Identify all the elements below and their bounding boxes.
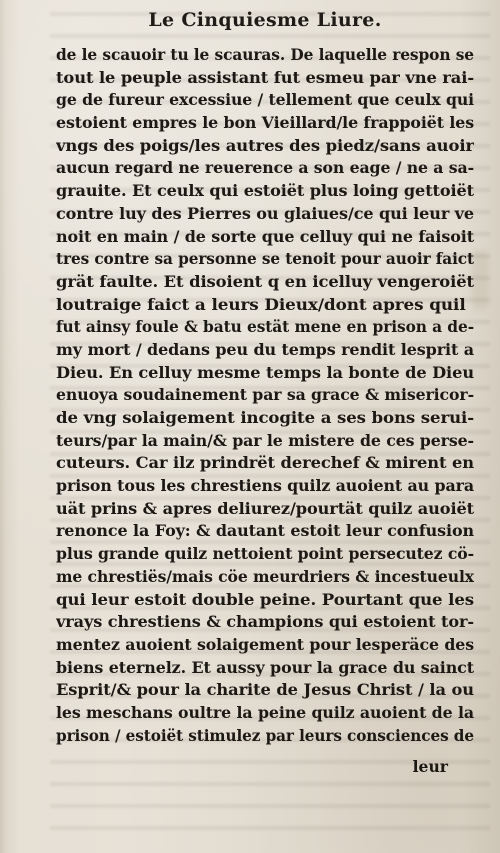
- text-line: enuoya soudainement par sa grace & misericor-: [56, 385, 474, 405]
- text-line: les meschans oultre la peine quilz auoient de la: [56, 702, 474, 722]
- text-line: vngs des poigs/les autres des piedz/sans auoir: [56, 135, 474, 155]
- text-line: prison tous les chrestiens quilz auoient au para: [56, 476, 474, 496]
- text-line: Dieu. En celluy mesme temps la bonte de Dieu: [56, 362, 474, 382]
- text-line: estoient empres le bon Vieillard/le frappoiët les: [56, 113, 474, 133]
- text-line: grät faulte. Et disoient q en icelluy vengeroiët: [56, 271, 474, 291]
- text-block: [56, 44, 474, 747]
- text-line: de le scauoir tu le scauras. De laquelle respon se: [56, 45, 474, 64]
- paper-stain: [472, 250, 488, 310]
- text-line: renonce la Foy: & dautant estoit leur confusion: [56, 521, 474, 541]
- text-line: tout le peuple assistant fut esmeu par vne rai-: [56, 67, 474, 87]
- text-line: fut ainsy foule & batu estät mene en prison a de-: [56, 317, 474, 337]
- text-line: tres contre sa personne se tenoit pour auoir faict: [56, 249, 474, 269]
- text-line: de vng solaigement incogite a ses bons serui-: [56, 408, 474, 427]
- text-line: loutraige faict a leurs Dieux/dont apres quil: [56, 294, 466, 314]
- text-line: mentez auoient solaigement pour lesperäce des: [56, 634, 474, 654]
- text-line: grauite. Et ceulx qui estoiët plus loing gettoiët: [56, 181, 474, 201]
- text-line: aucun regard ne reuerence a son eage / ne a sa-: [56, 158, 474, 178]
- text-line: plus grande quilz nettoient point persecutez cö-: [56, 544, 474, 564]
- text-line: uät prins & apres deliurez/pourtät quilz auoiët: [56, 498, 474, 518]
- text-line: Esprit/& pour la charite de Jesus Christ / la ou: [56, 680, 474, 700]
- text-line: cuteurs. Car ilz prindrët derechef & mirent en: [56, 453, 474, 473]
- text-line: biens eternelz. Et aussy pour la grace du sainct: [56, 657, 474, 677]
- text-line: my mort / dedans peu du temps rendit lesprit a: [56, 339, 474, 359]
- text-line: me chrestiës/mais cöe meurdriers & incestueulx: [56, 566, 474, 586]
- text-line: vrays chrestiens & champions qui estoient tor-: [56, 612, 474, 632]
- text-line: ge de fureur excessiue / tellement que ceulx qui: [56, 90, 474, 110]
- text-line: qui leur estoit double peine. Pourtant que les: [56, 589, 474, 609]
- running-title: Le Cinquiesme Liure.: [148, 9, 382, 31]
- text-line: noit en main / de sorte que celluy qui ne faisoit: [56, 226, 474, 246]
- text-line: contre luy des Pierres ou glaiues/ce qui leur ve: [56, 203, 474, 223]
- text-line: prison / estoiët stimulez par leurs consciences de: [56, 725, 474, 745]
- text-line: teurs/par la main/& par le mistere de ces perse-: [56, 430, 474, 450]
- catchword: leur: [412, 757, 448, 776]
